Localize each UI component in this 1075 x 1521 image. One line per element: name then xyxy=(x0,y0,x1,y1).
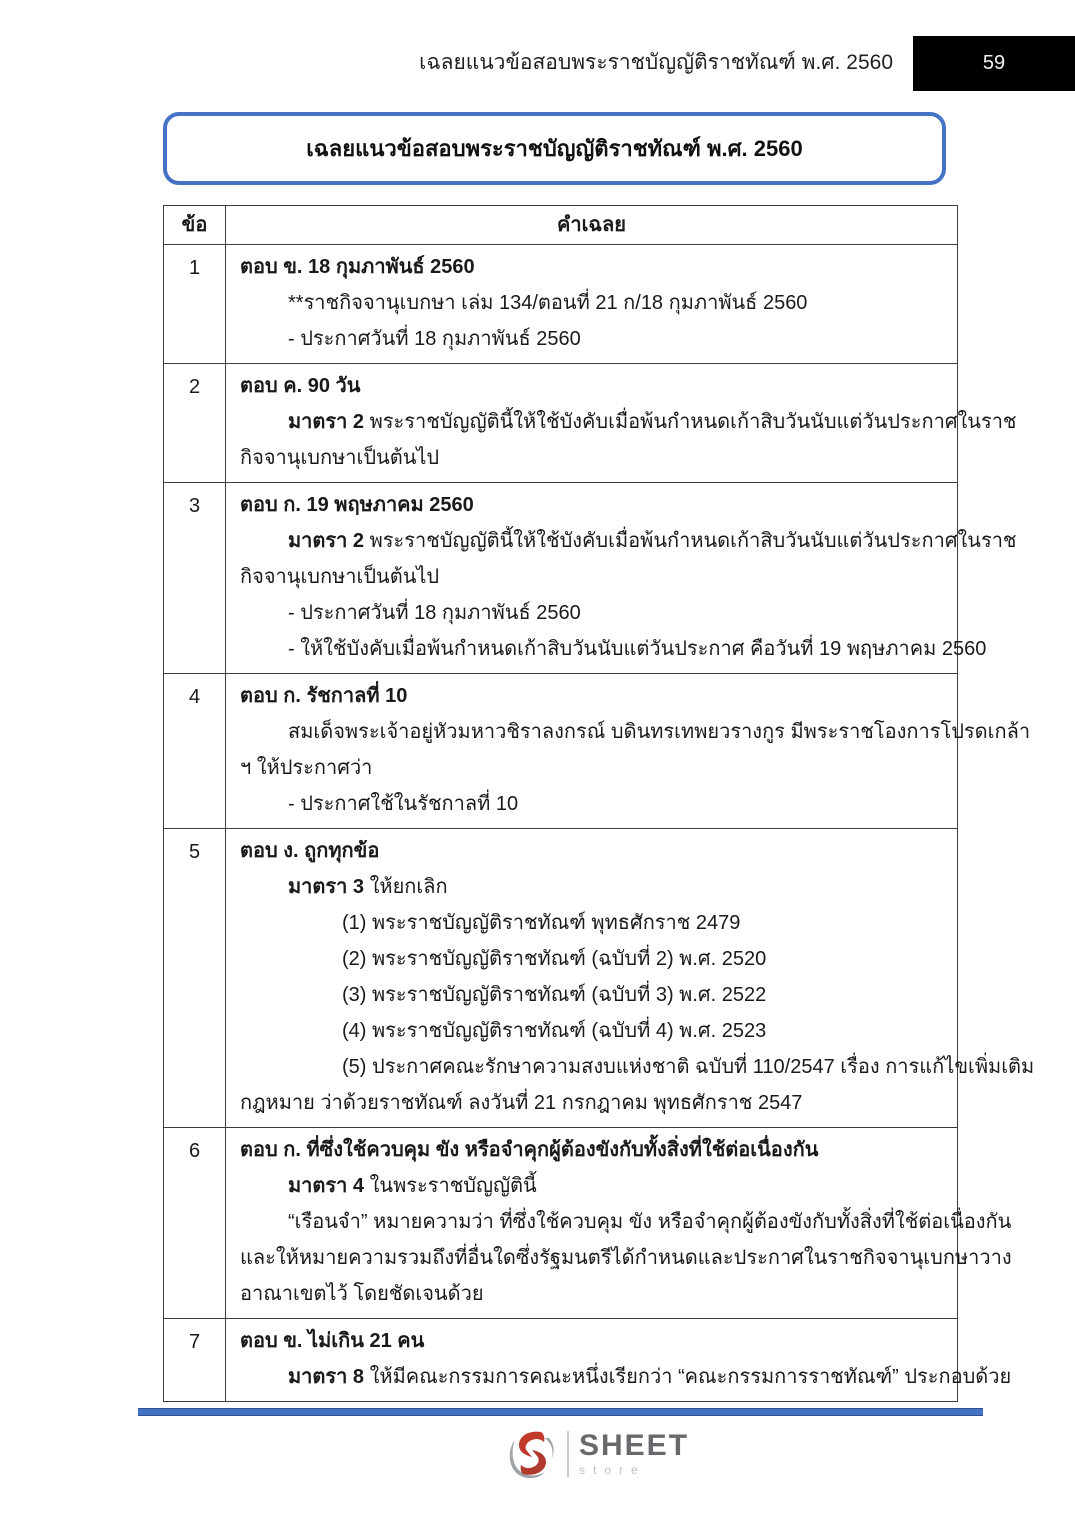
page-number: 59 xyxy=(982,52,1006,74)
answer-line: มาตรา 3 ให้ยกเลิก xyxy=(288,876,448,898)
answers-tbody xyxy=(164,245,1035,1402)
answer-line: ตอบ ก. 19 พฤษภาคม 2560 xyxy=(240,494,474,516)
running-header-title: เฉลยแนวข้อสอบพระราชบัญญัติราชทัณฑ์ พ.ศ. 2560 xyxy=(419,51,893,74)
answer-cell xyxy=(226,1128,1012,1319)
table-row xyxy=(164,483,958,674)
answer-cell xyxy=(226,483,1017,674)
table-header-row xyxy=(164,206,958,245)
answer-line: อาณาเขตไว้ โดยชัดเจนด้วย xyxy=(240,1283,484,1305)
question-number: 3 xyxy=(164,483,226,674)
answer-line: ตอบ ค. 90 วัน xyxy=(240,375,361,397)
answer-line: ตอบ ข. 18 กุมภาพันธ์ 2560 xyxy=(240,256,475,278)
title-box xyxy=(163,112,946,185)
logo-subtitle-text: store xyxy=(579,1462,646,1477)
answer-line: ฯ ให้ประกาศว่า xyxy=(240,757,373,779)
answer-line: มาตรา 4 ในพระราชบัญญัตินี้ xyxy=(288,1175,537,1197)
answer-line: กฎหมาย ว่าด้วยราชทัณฑ์ ลงวันที่ 21 กรกฎาคม พุทธศักราช 2547 xyxy=(240,1092,803,1114)
question-number: 6 xyxy=(164,1128,226,1319)
answer-line: ตอบ ง. ถูกทุกข้อ xyxy=(240,840,380,862)
answer-line: มาตรา 2 พระราชบัญญัตินี้ให้ใช้บังคับเมื่อพ้นกำหนดเก้าสิบวันนับแต่วันประกาศในราช xyxy=(288,411,1017,433)
answer-cell xyxy=(226,829,1035,1128)
answer-line: ตอบ ก. รัชกาลที่ 10 xyxy=(240,685,408,707)
section-lead-label: มาตรา 8 xyxy=(288,1366,370,1388)
answers-table-head xyxy=(164,206,958,245)
section-lead-label: มาตรา 4 xyxy=(288,1175,370,1197)
answer-line: มาตรา 2 พระราชบัญญัตินี้ให้ใช้บังคับเมื่อพ้นกำหนดเก้าสิบวันนับแต่วันประกาศในราช xyxy=(288,530,1017,552)
answer-line: ตอบ ข. ไม่เกิน 21 คน xyxy=(240,1330,425,1352)
logo-name-text: SHEET xyxy=(579,1428,690,1462)
table-row xyxy=(164,829,958,1128)
section-lead-label: มาตรา 2 xyxy=(288,530,370,552)
question-number: 2 xyxy=(164,364,226,483)
table-row xyxy=(164,245,958,364)
answer-line: และให้หมายความรวมถึงที่อื่นใดซึ่งรัฐมนตรีได้กำหนดและประกาศในราชกิจจานุเบกษาวาง xyxy=(240,1247,1012,1269)
section-lead-label: มาตรา 2 xyxy=(288,411,370,433)
answer-line: - ประกาศใช้ในรัชกาลที่ 10 xyxy=(288,793,519,815)
footer-divider-rule xyxy=(138,1408,983,1416)
answer-line: มาตรา 8 ให้มีคณะกรรมการคณะหนึ่งเรียกว่า “คณะกรรมการราชทัณฑ์” ประกอบด้วย xyxy=(288,1366,1012,1388)
answer-line: - ประกาศวันที่ 18 กุมภาพันธ์ 2560 xyxy=(288,328,581,350)
answer-line: กิจจานุเบกษาเป็นต้นไป xyxy=(240,566,440,588)
answer-line: (4) พระราชบัญญัติราชทัณฑ์ (ฉบับที่ 4) พ.ศ. 2523 xyxy=(342,1020,767,1042)
table-row xyxy=(164,364,958,483)
sheetstore-logo xyxy=(505,1426,689,1482)
section-lead-label: มาตรา 3 xyxy=(288,876,370,898)
page-number-box xyxy=(913,36,1075,91)
table-row xyxy=(164,674,958,829)
question-number: 7 xyxy=(164,1319,226,1402)
logo-divider xyxy=(567,1431,569,1477)
table-row xyxy=(164,1128,958,1319)
column-header-number: ข้อ xyxy=(164,206,226,245)
answer-cell xyxy=(226,674,1031,829)
answer-line: - ให้ใช้บังคับเมื่อพ้นกำหนดเก้าสิบวันนับแต่วันประกาศ คือวันที่ 19 พฤษภาคม 2560 xyxy=(288,638,987,660)
question-number: 5 xyxy=(164,829,226,1128)
logo-text-block xyxy=(579,1428,690,1478)
sheetstore-logo-icon xyxy=(505,1426,559,1482)
answer-line: (5) ประกาศคณะรักษาความสงบแห่งชาติ ฉบับที่ 110/2547 เรื่อง การแก้ไขเพิ่มเติม xyxy=(342,1056,1035,1078)
table-row xyxy=(164,1319,958,1402)
answer-line: (3) พระราชบัญญัติราชทัณฑ์ (ฉบับที่ 3) พ.ศ. 2522 xyxy=(342,984,767,1006)
page-title: เฉลยแนวข้อสอบพระราชบัญญัติราชทัณฑ์ พ.ศ. 2560 xyxy=(306,136,803,161)
answer-line: (1) พระราชบัญญัติราชทัณฑ์ พุทธศักราช 2479 xyxy=(342,912,741,934)
answer-line: - ประกาศวันที่ 18 กุมภาพันธ์ 2560 xyxy=(288,602,581,624)
question-number: 4 xyxy=(164,674,226,829)
answer-cell xyxy=(226,364,1017,483)
question-number: 1 xyxy=(164,245,226,364)
answer-cell xyxy=(226,245,958,364)
answer-line: “เรือนจำ” หมายความว่า ที่ซึ่งใช้ควบคุม ขัง หรือจำคุกผู้ต้องขังกับทั้งสิ่งที่ใช้ต่อเนื่องกัน xyxy=(288,1211,1012,1233)
column-header-answer: คำเฉลย xyxy=(226,206,958,245)
answer-line: **ราชกิจจานุเบกษา เล่ม 134/ตอนที่ 21 ก/18 กุมภาพันธ์ 2560 xyxy=(288,292,808,314)
answer-line: กิจจานุเบกษาเป็นต้นไป xyxy=(240,447,440,469)
answer-line: สมเด็จพระเจ้าอยู่หัวมหาวชิราลงกรณ์ บดินทรเทพยวรางกูร มีพระราชโองการโปรดเกล้า xyxy=(288,721,1031,743)
answer-line: ตอบ ก. ที่ซึ่งใช้ควบคุม ขัง หรือจำคุกผู้ต้องขังกับทั้งสิ่งที่ใช้ต่อเนื่องกัน xyxy=(240,1139,819,1161)
answer-line: (2) พระราชบัญญัติราชทัณฑ์ (ฉบับที่ 2) พ.ศ. 2520 xyxy=(342,948,767,970)
answer-cell xyxy=(226,1319,1012,1402)
answers-table xyxy=(163,205,1035,1402)
